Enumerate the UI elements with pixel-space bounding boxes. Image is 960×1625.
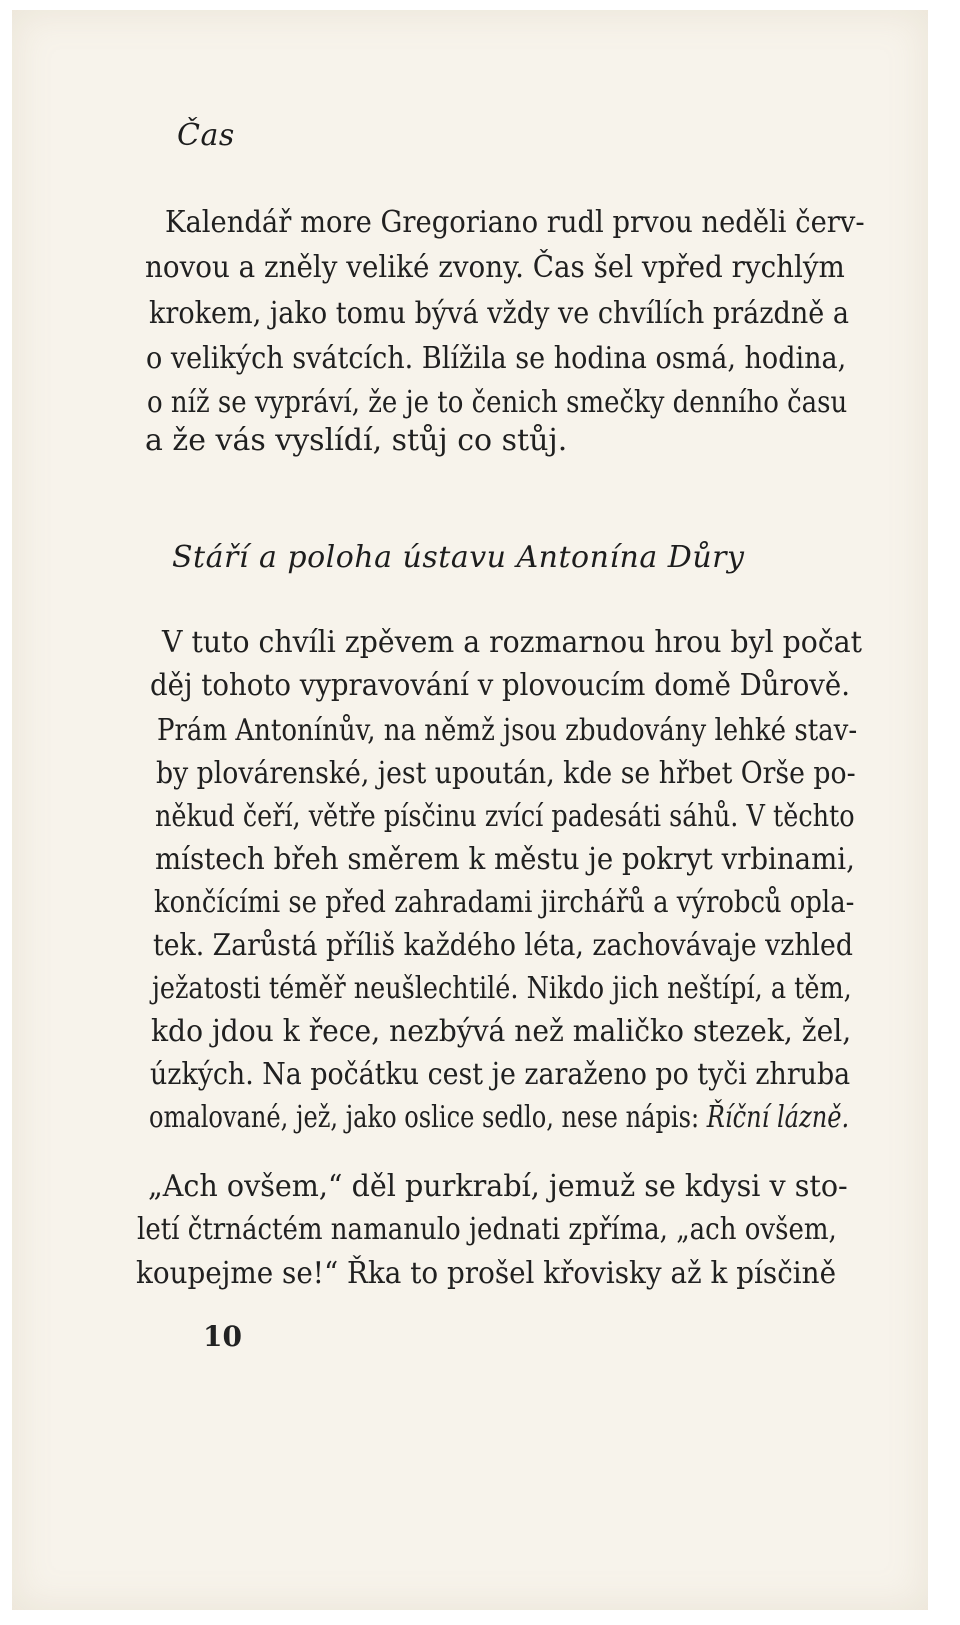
section-heading-cas: Čas (177, 118, 235, 153)
text-line: tek. Zarůstá příliš každého léta, zachovávaje vzhled (153, 928, 853, 963)
text-line: letí čtrnáctém namanulo jednati zpříma, „ach ovšem, (137, 1212, 837, 1247)
text-line: V tuto chvíli zpěvem a rozmarnou hrou byl počat (162, 625, 862, 660)
text-segment: omalované, jež, jako oslice sedlo, nese nápis: (149, 1100, 700, 1135)
text-line: místech břeh směrem k městu je pokryt vrbinami, (155, 842, 855, 877)
text-line: krokem, jako tomu bývá vždy ve chvílích prázdně a (149, 296, 850, 331)
text-line: „Ach ovšem,“ děl purkrabí, jemuž se kdysi v sto- (148, 1169, 848, 1204)
text-line: ježatosti téměř neušlechtilé. Nikdo jich neštípí, a těm, (152, 971, 852, 1006)
text-line: děj tohoto vypravování v plovoucím domě Důrově. (150, 668, 850, 703)
text-line: úzkých. Na počátku cest je zaraženo po tyči zhruba (150, 1057, 851, 1092)
page-number: 10 (203, 1320, 242, 1353)
text-line: koupejme se!“ Řka to prošel křovisky až k písčině (136, 1256, 837, 1291)
text-line: končícími se před zahradami jirchářů a výrobců opla- (154, 885, 855, 920)
text-line: Prám Antonínův, na němž jsou zbudovány lehké stav- (157, 713, 858, 748)
text-line (149, 1100, 850, 1135)
text-line: o velikých svátcích. Blížila se hodina osmá, hodina, (146, 341, 847, 376)
text-line: a že vás vyslídí, stůj co stůj. (145, 423, 568, 458)
book-page (12, 10, 928, 1610)
text-line: kdo jdou k řece, nezbývá než maličko stezek, žel, (151, 1014, 852, 1049)
sign-text: Říční lázně. (706, 1100, 850, 1135)
text-line: někud čeří, větře písčinu zvící padesáti sáhů. V těchto (155, 799, 855, 834)
text-line: Kalendář more Gregoriano rudl prvou neděli červ- (165, 205, 865, 240)
text-line: by plovárenské, jest upoután, kde se hřbet Orše po- (156, 756, 856, 791)
text-line: o níž se vypráví, že je to čenich smečky denního času (147, 385, 848, 420)
section-heading-stari-a-poloha: Stáří a poloha ústavu Antonína Důry (172, 540, 745, 575)
text-line: novou a zněly veliké zvony. Čas šel vpřed rychlým (145, 250, 845, 285)
